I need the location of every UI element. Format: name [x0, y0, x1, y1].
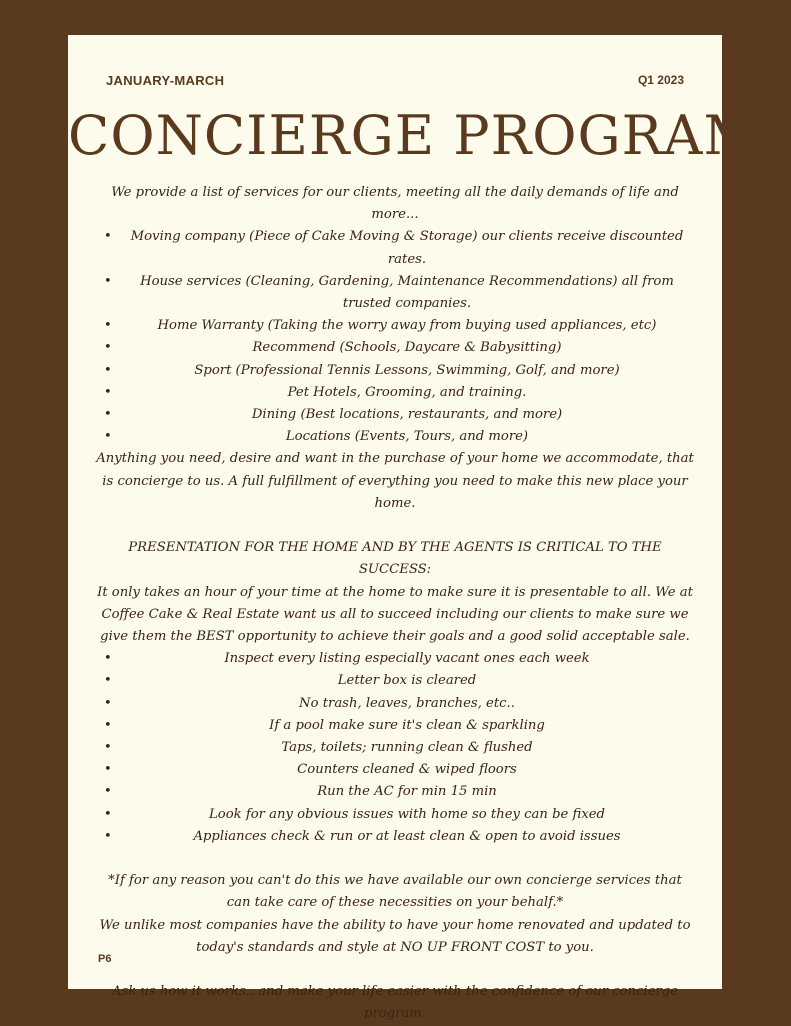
- bullet-icon: •: [104, 806, 112, 822]
- services-list: [96, 226, 694, 448]
- checklist: [96, 648, 694, 848]
- spacer: [96, 848, 694, 870]
- quarter-label: Q1 2023: [637, 73, 684, 87]
- bullet-icon: •: [104, 695, 112, 711]
- spacer: [96, 959, 694, 981]
- intro-paragraph: We provide a list of services for our clients, meeting all the daily demands of life and more...: [111, 185, 679, 223]
- list-item-text: Appliances check & run or at least clean & open to avoid issues: [193, 828, 621, 844]
- list-item-text: Sport (Professional Tennis Lessons, Swimming, Golf, and more): [194, 362, 620, 378]
- presentation-paragraph: It only takes an hour of your time at the home to make sure it is presentable to all. We at Coffee Cake & Real Estate want us all to succeed including our clients to make sure we give them the BEST opportunity to achieve their goals and a good solid acceptable sale.: [97, 584, 693, 645]
- bullet-icon: •: [104, 762, 112, 778]
- newsletter-page: [68, 35, 760, 1022]
- list-item: [96, 648, 694, 670]
- list-item: [96, 759, 694, 781]
- list-item: [96, 226, 694, 270]
- list-item-text: Run the AC for min 15 min: [317, 784, 497, 800]
- list-item: [96, 826, 694, 848]
- period-label: JANUARY-MARCH: [106, 73, 225, 88]
- list-item: [96, 337, 694, 359]
- list-item: [96, 360, 694, 382]
- bullet-icon: •: [104, 362, 112, 378]
- list-item-text: Home Warranty (Taking the worry away from buying used appliances, etc): [157, 318, 657, 334]
- list-item: [96, 737, 694, 759]
- renovation-paragraph: We unlike most companies have the ability to have your home renovated and updated to today's standards and style at NO UP FRONT COST to you.: [99, 917, 691, 955]
- list-item-text: Letter box is cleared: [337, 673, 477, 689]
- list-item-text: House services (Cleaning, Gardening, Maintenance Recommendations) all from trusted companies.: [140, 273, 674, 312]
- services-closing-paragraph: Anything you need, desire and want in the purchase of your home we accommodate, that is concierge to us. A full fulfillment of everything you need to make this new place your home.: [96, 451, 694, 511]
- list-item-text: Taps, toilets; running clean & flushed: [281, 740, 533, 756]
- list-item-text: No trash, leaves, branches, etc..: [299, 695, 515, 711]
- list-item: [96, 715, 694, 737]
- list-item: [96, 315, 694, 337]
- list-item: [96, 426, 694, 448]
- page-number: P6: [98, 953, 112, 965]
- list-item-text: If a pool make sure it's clean & sparkling: [269, 717, 545, 733]
- closing-paragraph: Ask us how it works.. and make your life easier with the confidence of our concierge program.: [111, 984, 679, 1022]
- list-item: [96, 781, 694, 803]
- list-item-text: Locations (Events, Tours, and more): [285, 429, 529, 445]
- list-item-text: Look for any obvious issues with home so they can be fixed: [209, 806, 605, 822]
- list-item-text: Moving company (Piece of Cake Moving & Storage) our clients receive discounted rates.: [130, 229, 684, 267]
- bullet-icon: •: [104, 407, 112, 423]
- list-item-text: Counters cleaned & wiped floors: [297, 762, 517, 778]
- bullet-icon: •: [104, 673, 112, 689]
- bullet-icon: •: [104, 651, 112, 667]
- list-item: [96, 804, 694, 826]
- concierge-note: *If for any reason you can't do this we have available our own concierge services that can take care of these necessities on your behalf.*: [108, 873, 682, 911]
- page-title: CONCIERGE PROGRAM: [68, 104, 760, 167]
- bullet-icon: •: [104, 740, 112, 756]
- bullet-icon: •: [104, 229, 112, 245]
- bullet-icon: •: [104, 384, 112, 400]
- bullet-icon: •: [104, 717, 112, 733]
- bullet-icon: •: [104, 784, 112, 800]
- list-item-text: Inspect every listing especially vacant ones each week: [224, 651, 590, 667]
- bullet-icon: •: [104, 340, 112, 356]
- bullet-icon: •: [104, 273, 112, 289]
- list-item: [96, 404, 694, 426]
- article-body: [96, 182, 694, 1026]
- list-item: [96, 382, 694, 404]
- presentation-heading: PRESENTATION FOR THE HOME AND BY THE AGENTS IS CRITICAL TO THE SUCCESS:: [128, 540, 662, 578]
- bullet-icon: •: [104, 828, 112, 844]
- spacer: [96, 515, 694, 537]
- list-item-text: Pet Hotels, Grooming, and training.: [287, 384, 527, 400]
- list-item-text: Dining (Best locations, restaurants, and more): [251, 407, 563, 423]
- bullet-icon: •: [104, 429, 112, 445]
- list-item: [96, 670, 694, 692]
- list-item: [96, 693, 694, 715]
- list-item: [96, 271, 694, 315]
- bullet-icon: •: [104, 318, 112, 334]
- list-item-text: Recommend (Schools, Daycare & Babysitting): [252, 340, 562, 356]
